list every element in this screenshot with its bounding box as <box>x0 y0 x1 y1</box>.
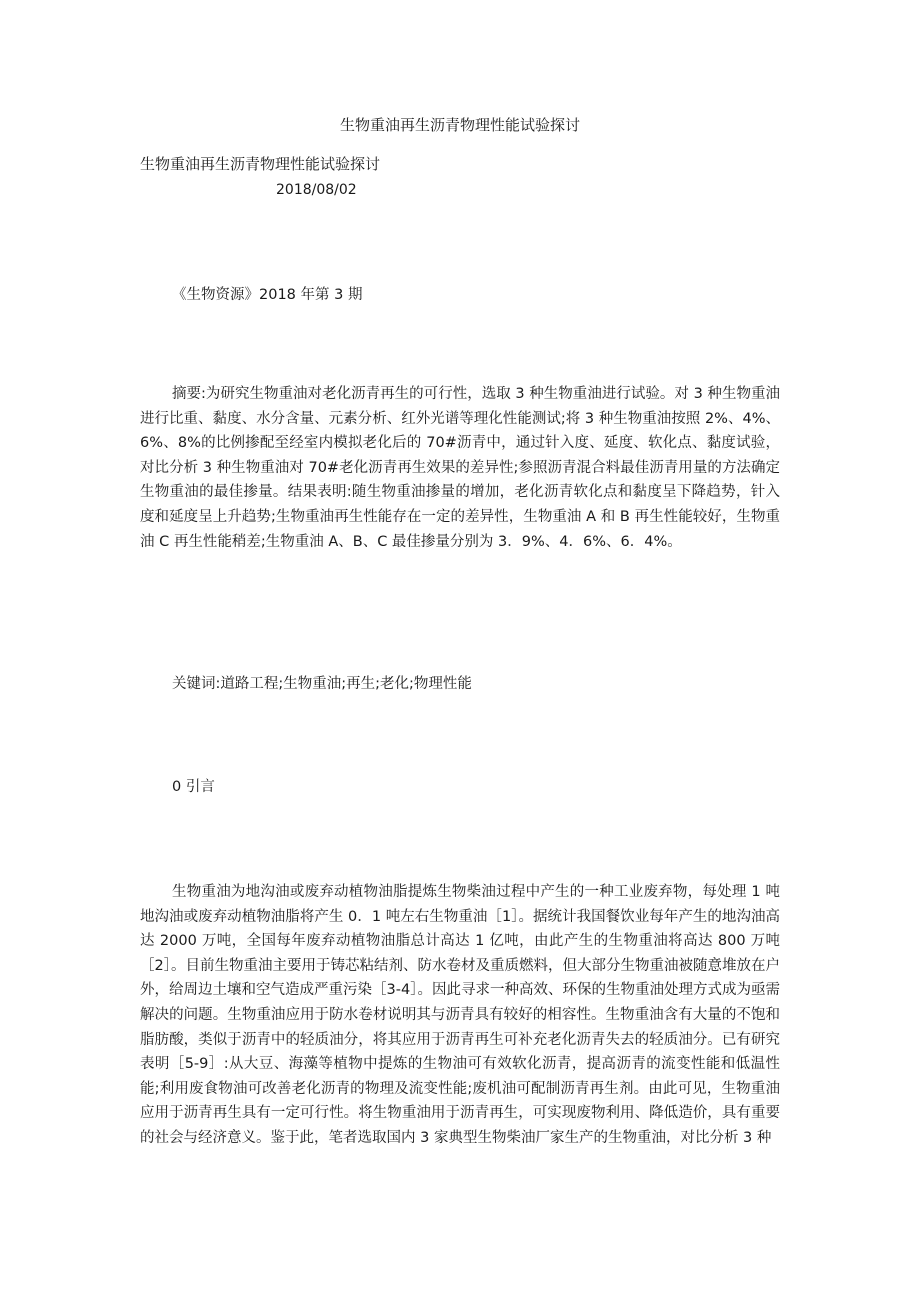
article-title: 生物重油再生沥青物理性能试验探讨 <box>140 155 381 173</box>
journal-source: 《生物资源》2018 年第 3 期 <box>172 287 363 303</box>
page-header-title: 生物重油再生沥青物理性能试验探讨 <box>339 116 580 134</box>
keywords-line: 关键词:道路工程;生物重油;再生;老化;物理性能 <box>172 676 472 692</box>
section-heading-introduction: 0 引言 <box>172 779 215 795</box>
abstract-paragraph: 摘要:为研究生物重油对老化沥青再生的可行性，选取 3 种生物重油进行试验。对 3 种生物重油进行比重、黏度、水分含量、元素分析、红外光谱等理化性能测试;将 3 种生物重油按照 2%、4%、6%、8%的比例掺配至经室内模拟老化后的 70#沥青中，通过针入度、延度、软化点、黏度试验，对比分析 3 种生物重油对 70#老化沥青再生效果的差异性;参照沥青混合料最佳沥青用量的方法确定生物重油的最佳掺量。结果表明:随生物重油掺量的增加，老化沥青软化点和黏度呈下降趋势，针入度和延度呈上升趋势;生物重油再生性能存在一定的差异性，生物重油 A 和 B 再生性能较好，生物重油 C 再生性能稍差;生物重油 A、B、C 最佳掺量分别为 3．9%、4．6%、6．4%。 <box>140 386 780 550</box>
body-paragraph: 生物重油为地沟油或废弃动植物油脂提炼生物柴油过程中产生的一种工业废弃物，每处理 1 吨地沟油或废弃动植物油脂将产生 0．1 吨左右生物重油［1］。据统计我国餐饮业每年产生的地沟油高达 2000 万吨，全国每年废弃动植物油脂总计高达 1 亿吨，由此产生的生物重油将高达 800 万吨［2］。目前生物重油主要用于铸芯粘结剂、防水卷材及重质燃料，但大部分生物重油被随意堆放在户外，给周边土壤和空气造成严重污染［3-4］。因此寻求一种高效、环保的生物重油处理方式成为亟需解决的问题。生物重油应用于防水卷材说明其与沥青具有较好的相容性。生物重油含有大量的不饱和脂肪酸，类似于沥青中的轻质油分，将其应用于沥青再生可补充老化沥青失去的轻质油分。已有研究表明［5-9］:从大豆、海藻等植物中提炼的生物油可有效软化沥青，提高沥青的流变性能和低温性能;利用废食物油可改善老化沥青的物理及流变性能;废机油可配制沥青再生剂。由此可见，生物重油应用于沥青再生具有一定可行性。将生物重油用于沥青再生，可实现废物利用、降低造价，具有重要的社会与经济意义。鉴于此，笔者选取国内 3 家典型生物柴油厂家生产的生物重油，对比分析 3 种 <box>140 884 780 1146</box>
publish-date: 2018/08/02 <box>276 182 357 198</box>
